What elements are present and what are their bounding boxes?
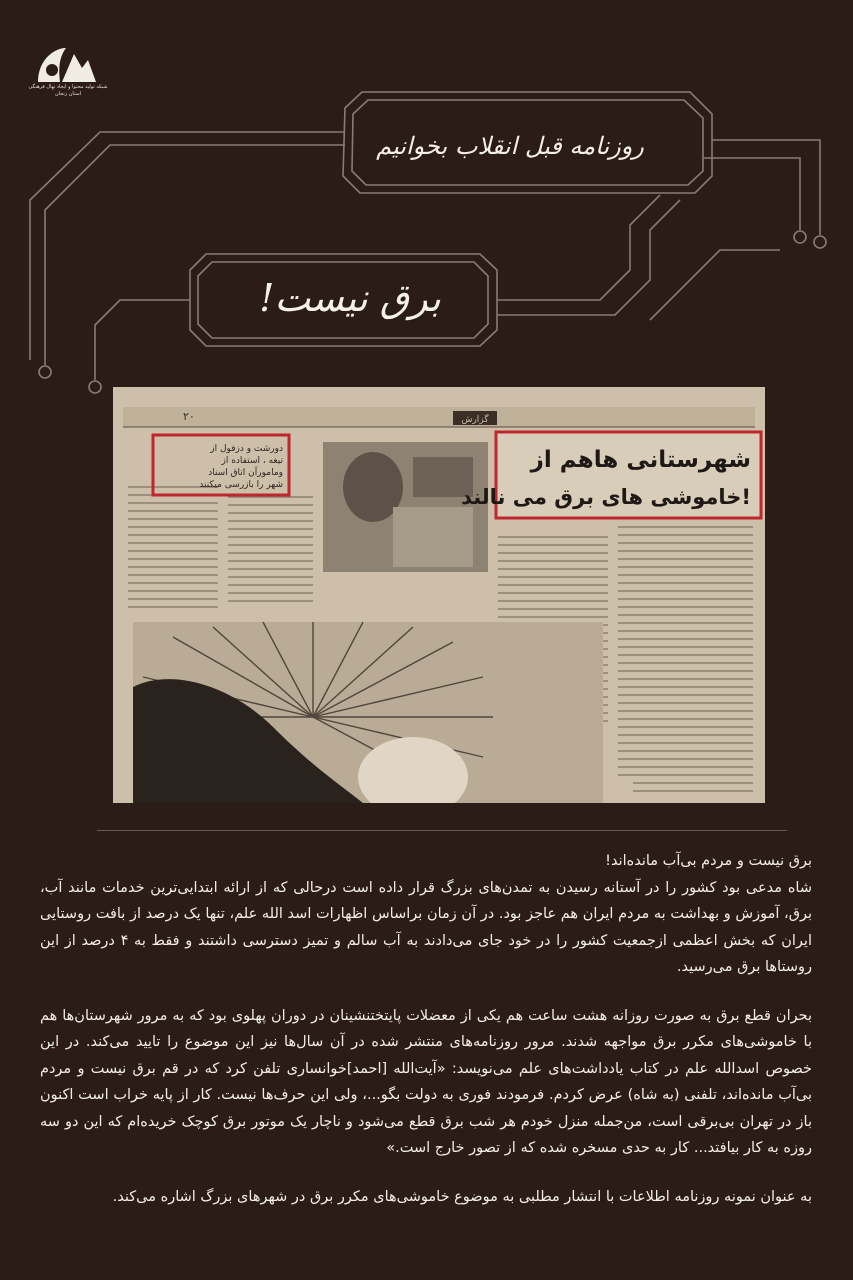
highlight-box-line-1: دورشت و دزفول از (210, 444, 283, 454)
trace-right-2 (703, 158, 800, 230)
section-divider (97, 830, 787, 831)
article-paragraph-3: به عنوان نمونه روزنامه اطلاعات با انتشار مطلبی به موضوع خاموشی‌های مکرر برق در شهرهای بزرگ اشاره می‌کند. (112, 1188, 812, 1205)
trace-right (712, 140, 820, 235)
newspaper-bottom-photo (133, 622, 603, 803)
article-paragraph-2: بحران قطع برق به صورت روزانه هشت ساعت هم یکی از معضلات پایتختنشینان در دوران پهلوی بود که به مرور شهرستان‌ها هم با خاموشی‌های مکرر برق مواجهه شدند. مرور روزنامه‌های منتشر شده در آن سال‌ها نیز این موضوع را تایید می‌کند. در این خصوص اسدالله علم در کتاب یادداشت‌های علم می‌نویسد: «آیت‌الله [احمد]خوانساری تلفن کرد که در قم برق نیست و مردم بی‌آب مانده‌اند، تلفنی (به شاه) عرض کردم. فرمودند فوری به دولت بگو...، ولی این حرف‌ها نیست. کار از پایه خراب است اکنون باز در تهران بی‌برقی است، من‌جمله منزل خودم هر شب برق قطع می‌شود و ناچار یک موتور برق کوچک خریده‌ام که این دو سه روزه به کار بیافتد... کار به حدی مسخره شده که از تصور خارج است.» (40, 1007, 812, 1156)
trace-right-4 (497, 200, 680, 315)
trace-node (89, 381, 101, 393)
page-headline: برق نیست! (259, 276, 441, 320)
highlight-box-line-4: شهر را بازرسی میکنند (199, 480, 283, 490)
series-subtitle: روزنامه قبل انقلاب بخوانیم (376, 132, 644, 160)
article-lead: برق نیست و مردم بی‌آب مانده‌اند! (605, 853, 812, 869)
highlight-headline-line-1: شهرستانی هاهم از (530, 447, 751, 473)
trace-left (45, 145, 345, 365)
highlight-headline-line-2: خاموشی های برق می نالند! (461, 485, 751, 509)
newspaper-scan-drawing (113, 387, 765, 803)
newspaper-page-number: ۲۰ (183, 410, 195, 423)
trace-left-3 (95, 300, 190, 380)
trace-node (794, 231, 806, 243)
highlight-box-line-2: تیغه ، استفاده از (221, 456, 283, 466)
stylized-mountain-logo-icon (30, 40, 102, 88)
article-body (40, 848, 812, 1232)
highlight-box-line-3: ومامورآن اتاق اسناد (208, 468, 283, 478)
newspaper-scan-image (113, 387, 765, 803)
article-paragraph-1: شاه مدعی بود کشور را در آستانه رسیدن به تمدن‌های بزرگ قرار داده است درحالی که از ارائه ابتدایی‌ترین خدمات مانند آب، برق، آموزش و بهداشت به مردم ایران هم عاجز بود. در آن زمان براساس اظهارات اسد الله علم، تنها یک درصد از بافت روستایی ایران که بخش اعظمی ازجمعیت کشور را در خود جای می‌دادند به آب سالم و تمیز دسترسی داشتند و فقط به ۴ درصد از این روستاها برق می‌رسید. (40, 879, 812, 975)
brand-caption: شبکه تولید محتوا و ایجاد نهال فرهنگی استان زنجان (28, 84, 108, 97)
newspaper-section-label: گزارش (461, 415, 489, 425)
trace-right-5 (650, 250, 780, 320)
trace-node (814, 236, 826, 248)
trace-node (39, 366, 51, 378)
trace-right-3 (497, 195, 660, 300)
